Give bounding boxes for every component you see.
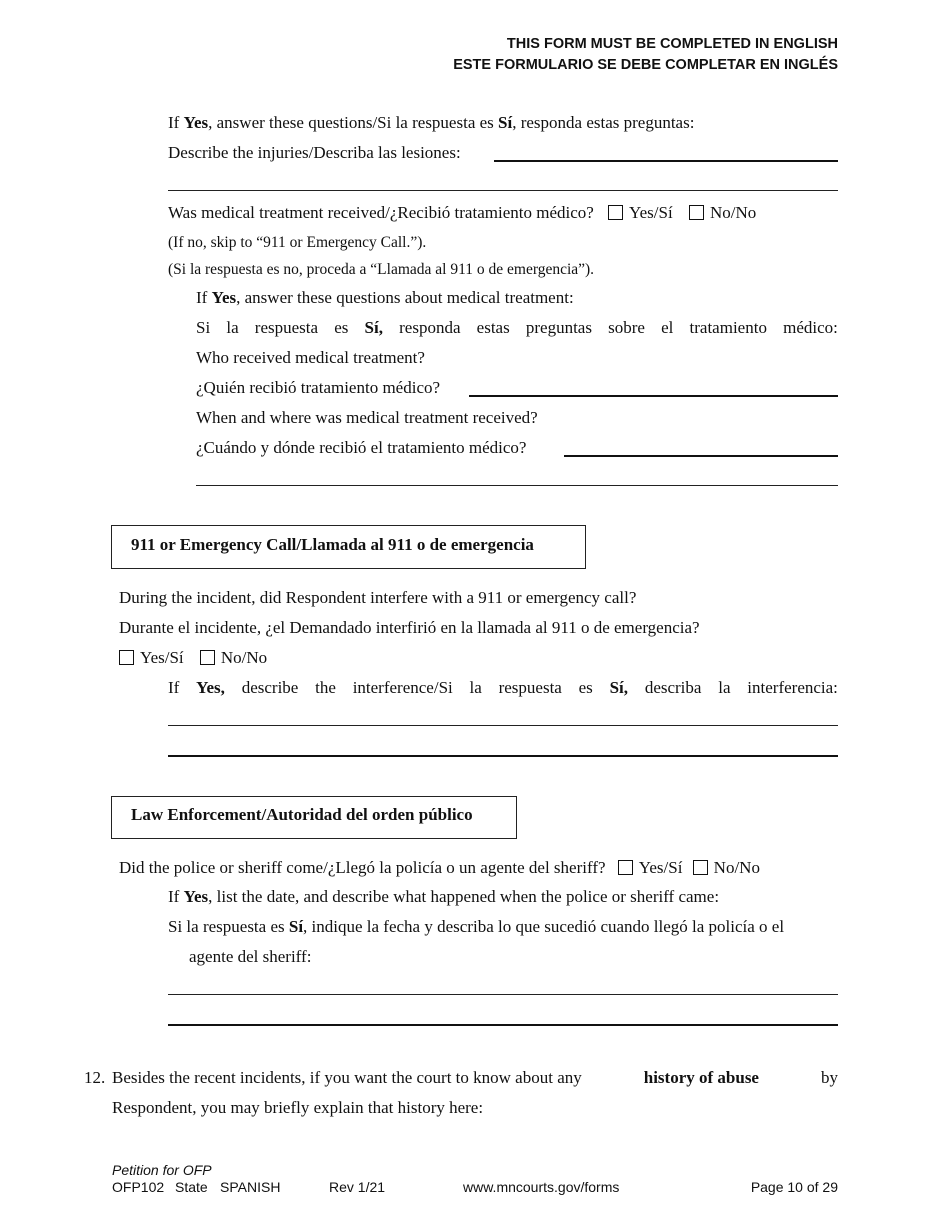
- medical-yes-checkbox[interactable]: [608, 205, 623, 220]
- police-field-line-2[interactable]: [168, 1024, 838, 1026]
- medical-no-label: No/No: [709, 203, 757, 222]
- emergency-yes-label: Yes/Sí: [140, 648, 184, 667]
- who-received-field[interactable]: [469, 395, 838, 397]
- police-question-row: [119, 858, 760, 878]
- medical-treatment-question-row: [168, 203, 756, 223]
- emergency-no-checkbox[interactable]: [200, 650, 215, 665]
- emergency-question-en: During the incident, did Respondent interfere with a 911 or emergency call?: [119, 588, 637, 607]
- when-where-es: ¿Cuándo y dónde recibió el tratamiento médico?: [196, 438, 527, 457]
- item-12-line-1: Besides the recent incidents, if you want the court to know about any history of abuse by: [112, 1068, 838, 1087]
- header-spanish-notice: ESTE FORMULARIO SE DEBE COMPLETAR EN INGLÉS: [453, 57, 838, 73]
- footer-form-code: OFP102: [112, 1179, 165, 1195]
- injuries-if-yes: If Yes, answer these questions/Si la respuesta es Sí, responda estas preguntas:: [168, 113, 695, 132]
- footer-language: SPANISH: [220, 1179, 281, 1195]
- police-no-label: No/No: [713, 858, 760, 877]
- who-received-en: Who received medical treatment?: [196, 348, 425, 367]
- emergency-section-title: 911 or Emergency Call/Llamada al 911 o de emergencia: [111, 525, 586, 569]
- medical-if-yes: If Yes, answer these questions about medical treatment:: [196, 288, 574, 307]
- medical-skip-en: (If no, skip to “911 or Emergency Call.”).: [168, 234, 427, 251]
- medical-treatment-question: Was medical treatment received/¿Recibió tratamiento médico?: [168, 203, 594, 222]
- police-yes-label: Yes/Sí: [638, 858, 683, 877]
- police-si-continued: agente del sheriff:: [189, 947, 312, 966]
- when-where-en: When and where was medical treatment received?: [196, 408, 538, 427]
- police-no-checkbox[interactable]: [693, 860, 708, 875]
- item-12-line-2: Respondent, you may briefly explain that history here:: [112, 1098, 484, 1117]
- header-english-notice: THIS FORM MUST BE COMPLETED IN ENGLISH: [506, 36, 838, 52]
- describe-injuries-label: Describe the injuries/Describa las lesiones:: [168, 143, 461, 162]
- when-where-field[interactable]: [564, 455, 838, 457]
- describe-injuries-field-line-2[interactable]: [168, 190, 838, 191]
- who-received-es: ¿Quién recibió tratamiento médico?: [196, 378, 441, 397]
- police-yes-checkbox[interactable]: [618, 860, 633, 875]
- medical-skip-es: (Si la respuesta es no, proceda a “Llamada al 911 o de emergencia”).: [168, 261, 595, 278]
- emergency-question-es: Durante el incidente, ¿el Demandado interfirió en la llamada al 911 o de emergencia?: [119, 618, 700, 637]
- police-if-yes: If Yes, list the date, and describe what happened when the police or sheriff came:: [168, 887, 720, 906]
- footer-form-title: Petition for OFP: [112, 1162, 212, 1178]
- footer-rev: Rev 1/21: [329, 1179, 386, 1195]
- police-question: Did the police or sheriff come/¿Llegó la policía o un agente del sheriff?: [119, 858, 606, 877]
- item-12-number: 12.: [84, 1068, 106, 1087]
- footer-state: State: [175, 1179, 208, 1195]
- law-section-title: Law Enforcement/Autoridad del orden público: [111, 796, 517, 839]
- medical-si-instruction: Si la respuesta es Sí, responda estas preguntas sobre el tratamiento médico:: [196, 318, 838, 337]
- describe-injuries-field[interactable]: [494, 160, 838, 162]
- emergency-if-yes: If Yes, describe the interference/Si la respuesta es Sí, describa la interferencia:: [168, 678, 838, 697]
- police-si-instruction: Si la respuesta es Sí, indique la fecha y describa lo que sucedió cuando llegó la policía o el: [168, 917, 785, 936]
- interference-field-line-1[interactable]: [168, 725, 838, 726]
- police-field-line-1[interactable]: [168, 994, 838, 995]
- footer-page-number: Page 10 of 29: [750, 1179, 838, 1195]
- interference-field-line-2[interactable]: [168, 755, 838, 757]
- medical-no-checkbox[interactable]: [689, 205, 704, 220]
- emergency-no-label: No/No: [220, 648, 268, 667]
- medical-yes-label: Yes/Sí: [629, 203, 673, 222]
- footer-url[interactable]: www.mncourts.gov/forms: [463, 1179, 620, 1195]
- emergency-options-row: [119, 648, 267, 668]
- when-where-field-line-2[interactable]: [196, 485, 838, 486]
- emergency-yes-checkbox[interactable]: [119, 650, 134, 665]
